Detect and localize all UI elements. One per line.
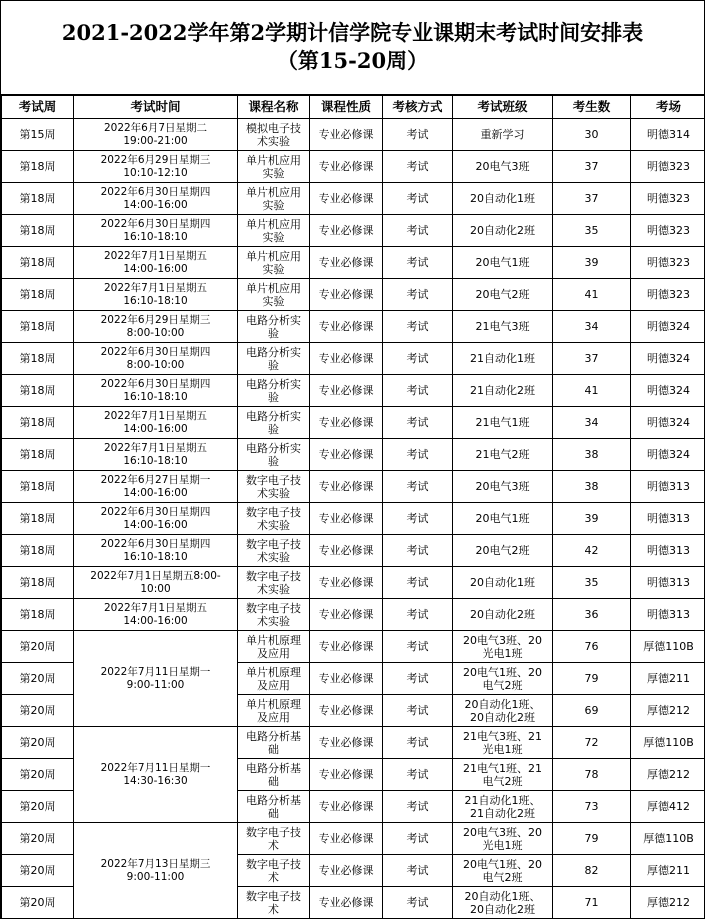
cell-method: 考试 (383, 247, 453, 279)
cell-week: 第18周 (2, 247, 74, 279)
cell-method: 考试 (383, 119, 453, 151)
cell-nature: 专业必修课 (310, 535, 383, 567)
cell-course: 电路分析基 础 (238, 727, 310, 759)
cell-method: 考试 (383, 183, 453, 215)
cell-time: 2022年7月11日星期一 14:30-16:30 (74, 727, 238, 823)
cell-room: 明德324 (631, 407, 705, 439)
cell-count: 79 (553, 663, 631, 695)
cell-count: 76 (553, 631, 631, 663)
cell-room: 明德323 (631, 215, 705, 247)
cell-room: 明德324 (631, 375, 705, 407)
cell-course: 数字电子技 术实验 (238, 471, 310, 503)
header-room: 考场 (631, 96, 705, 119)
cell-class: 20电气3班 (453, 471, 553, 503)
cell-count: 35 (553, 567, 631, 599)
cell-nature: 专业必修课 (310, 375, 383, 407)
cell-course: 单片机原理 及应用 (238, 695, 310, 727)
cell-class: 20自动化2班 (453, 599, 553, 631)
title-line-1: 2021-2022学年第2学期计信学院专业课期末考试时间安排表 (61, 20, 644, 45)
cell-count: 82 (553, 855, 631, 887)
cell-nature: 专业必修课 (310, 247, 383, 279)
cell-count: 69 (553, 695, 631, 727)
cell-week: 第18周 (2, 343, 74, 375)
cell-method: 考试 (383, 791, 453, 823)
table-row (2, 471, 705, 503)
exam-schedule-table (1, 95, 705, 919)
cell-week: 第20周 (2, 663, 74, 695)
cell-nature: 专业必修课 (310, 119, 383, 151)
cell-class: 20电气1班、20 电气2班 (453, 855, 553, 887)
cell-time: 2022年7月1日星期五8:00- 10:00 (74, 567, 238, 599)
cell-week: 第18周 (2, 311, 74, 343)
cell-count: 41 (553, 279, 631, 311)
cell-method: 考试 (383, 407, 453, 439)
header-method: 考核方式 (383, 96, 453, 119)
cell-method: 考试 (383, 663, 453, 695)
cell-course: 单片机应用 实验 (238, 151, 310, 183)
table-row (2, 343, 705, 375)
cell-room: 明德313 (631, 567, 705, 599)
table-row (2, 599, 705, 631)
cell-week: 第18周 (2, 535, 74, 567)
table-row (2, 535, 705, 567)
cell-room: 明德313 (631, 471, 705, 503)
cell-nature: 专业必修课 (310, 183, 383, 215)
cell-method: 考试 (383, 727, 453, 759)
cell-week: 第18周 (2, 183, 74, 215)
cell-course: 模拟电子技 术实验 (238, 119, 310, 151)
cell-count: 34 (553, 407, 631, 439)
cell-course: 电路分析实 验 (238, 375, 310, 407)
cell-course: 电路分析实 验 (238, 311, 310, 343)
cell-week: 第18周 (2, 471, 74, 503)
cell-time: 2022年6月29日星期三 10:10-12:10 (74, 151, 238, 183)
cell-course: 电路分析基 础 (238, 791, 310, 823)
cell-nature: 专业必修课 (310, 631, 383, 663)
header-class: 考试班级 (453, 96, 553, 119)
cell-room: 厚德212 (631, 887, 705, 919)
cell-week: 第20周 (2, 727, 74, 759)
cell-room: 明德323 (631, 279, 705, 311)
cell-course: 电路分析实 验 (238, 343, 310, 375)
cell-room: 明德314 (631, 119, 705, 151)
cell-week: 第18周 (2, 215, 74, 247)
cell-nature: 专业必修课 (310, 471, 383, 503)
cell-room: 明德313 (631, 535, 705, 567)
cell-class: 20电气2班 (453, 279, 553, 311)
cell-time: 2022年7月13日星期三 9:00-11:00 (74, 823, 238, 919)
header-row (2, 96, 705, 119)
cell-class: 20自动化1班、 20自动化2班 (453, 695, 553, 727)
cell-method: 考试 (383, 151, 453, 183)
cell-nature: 专业必修课 (310, 791, 383, 823)
cell-course: 数字电子技 术 (238, 823, 310, 855)
cell-nature: 专业必修课 (310, 759, 383, 791)
cell-count: 37 (553, 151, 631, 183)
cell-course: 单片机应用 实验 (238, 183, 310, 215)
cell-nature: 专业必修课 (310, 343, 383, 375)
cell-method: 考试 (383, 887, 453, 919)
cell-course: 数字电子技 术 (238, 887, 310, 919)
table-row (2, 631, 705, 663)
cell-course: 单片机应用 实验 (238, 279, 310, 311)
cell-count: 37 (553, 343, 631, 375)
cell-week: 第18周 (2, 567, 74, 599)
table-row (2, 503, 705, 535)
cell-method: 考试 (383, 695, 453, 727)
header-course: 课程名称 (238, 96, 310, 119)
cell-class: 20电气3班 (453, 151, 553, 183)
cell-nature: 专业必修课 (310, 855, 383, 887)
cell-course: 单片机应用 实验 (238, 247, 310, 279)
cell-time: 2022年6月27日星期一 14:00-16:00 (74, 471, 238, 503)
cell-room: 明德313 (631, 599, 705, 631)
cell-method: 考试 (383, 631, 453, 663)
cell-week: 第20周 (2, 855, 74, 887)
cell-class: 20电气3班、20 光电1班 (453, 631, 553, 663)
cell-class: 21自动化1班 (453, 343, 553, 375)
cell-nature: 专业必修课 (310, 567, 383, 599)
cell-room: 厚德212 (631, 695, 705, 727)
cell-time: 2022年6月30日星期四 16:10-18:10 (74, 535, 238, 567)
cell-count: 36 (553, 599, 631, 631)
cell-method: 考试 (383, 471, 453, 503)
cell-room: 明德324 (631, 343, 705, 375)
cell-week: 第20周 (2, 631, 74, 663)
cell-room: 厚德412 (631, 791, 705, 823)
cell-nature: 专业必修课 (310, 503, 383, 535)
cell-course: 数字电子技 术实验 (238, 567, 310, 599)
cell-class: 21电气1班、21 电气2班 (453, 759, 553, 791)
cell-course: 单片机应用 实验 (238, 215, 310, 247)
cell-time: 2022年7月1日星期五 16:10-18:10 (74, 439, 238, 471)
cell-course: 单片机原理 及应用 (238, 631, 310, 663)
cell-count: 38 (553, 439, 631, 471)
cell-room: 明德313 (631, 503, 705, 535)
cell-time: 2022年6月30日星期四 14:00-16:00 (74, 503, 238, 535)
cell-week: 第20周 (2, 695, 74, 727)
cell-class: 21自动化1班、 21自动化2班 (453, 791, 553, 823)
cell-class: 20自动化1班 (453, 567, 553, 599)
cell-course: 电路分析基 础 (238, 759, 310, 791)
cell-class: 20自动化2班 (453, 215, 553, 247)
cell-week: 第18周 (2, 407, 74, 439)
table-row (2, 215, 705, 247)
cell-class: 20自动化1班、 20自动化2班 (453, 887, 553, 919)
cell-class: 21自动化2班 (453, 375, 553, 407)
table-row (2, 727, 705, 759)
table-row (2, 151, 705, 183)
cell-time: 2022年6月30日星期四 8:00-10:00 (74, 343, 238, 375)
cell-nature: 专业必修课 (310, 311, 383, 343)
header-count: 考生数 (553, 96, 631, 119)
cell-count: 38 (553, 471, 631, 503)
cell-week: 第18周 (2, 279, 74, 311)
cell-class: 21电气3班、21 光电1班 (453, 727, 553, 759)
cell-course: 数字电子技 术实验 (238, 535, 310, 567)
cell-room: 明德323 (631, 183, 705, 215)
table-row (2, 119, 705, 151)
table-row (2, 407, 705, 439)
cell-method: 考试 (383, 279, 453, 311)
cell-room: 厚德110B (631, 823, 705, 855)
cell-room: 厚德211 (631, 855, 705, 887)
cell-method: 考试 (383, 311, 453, 343)
cell-nature: 专业必修课 (310, 695, 383, 727)
cell-method: 考试 (383, 535, 453, 567)
cell-room: 明德323 (631, 247, 705, 279)
cell-class: 20电气1班、20 电气2班 (453, 663, 553, 695)
cell-count: 39 (553, 247, 631, 279)
cell-week: 第20周 (2, 759, 74, 791)
table-row (2, 311, 705, 343)
title-line-2: （第15-20周） (276, 48, 429, 73)
cell-week: 第20周 (2, 791, 74, 823)
cell-method: 考试 (383, 215, 453, 247)
cell-count: 71 (553, 887, 631, 919)
cell-count: 35 (553, 215, 631, 247)
cell-week: 第15周 (2, 119, 74, 151)
cell-method: 考试 (383, 599, 453, 631)
cell-method: 考试 (383, 439, 453, 471)
header-time: 考试时间 (74, 96, 238, 119)
cell-nature: 专业必修课 (310, 887, 383, 919)
cell-count: 41 (553, 375, 631, 407)
cell-class: 21电气1班 (453, 407, 553, 439)
cell-time: 2022年7月1日星期五 16:10-18:10 (74, 279, 238, 311)
cell-class: 20电气1班 (453, 503, 553, 535)
cell-course: 数字电子技 术 (238, 855, 310, 887)
cell-time: 2022年6月30日星期四 16:10-18:10 (74, 375, 238, 407)
cell-time: 2022年7月1日星期五 14:00-16:00 (74, 247, 238, 279)
cell-room: 厚德110B (631, 631, 705, 663)
cell-nature: 专业必修课 (310, 279, 383, 311)
cell-week: 第18周 (2, 151, 74, 183)
cell-count: 78 (553, 759, 631, 791)
cell-count: 34 (553, 311, 631, 343)
cell-count: 79 (553, 823, 631, 855)
cell-week: 第18周 (2, 375, 74, 407)
cell-time: 2022年7月11日星期一 9:00-11:00 (74, 631, 238, 727)
cell-nature: 专业必修课 (310, 727, 383, 759)
cell-week: 第18周 (2, 503, 74, 535)
cell-time: 2022年7月1日星期五 14:00-16:00 (74, 599, 238, 631)
cell-nature: 专业必修课 (310, 663, 383, 695)
cell-class: 20电气2班 (453, 535, 553, 567)
table-row (2, 279, 705, 311)
cell-method: 考试 (383, 823, 453, 855)
table-row (2, 567, 705, 599)
table-row (2, 375, 705, 407)
cell-nature: 专业必修课 (310, 215, 383, 247)
cell-course: 数字电子技 术实验 (238, 503, 310, 535)
cell-week: 第20周 (2, 823, 74, 855)
cell-course: 数字电子技 术实验 (238, 599, 310, 631)
cell-method: 考试 (383, 503, 453, 535)
cell-time: 2022年7月1日星期五 14:00-16:00 (74, 407, 238, 439)
cell-time: 2022年6月30日星期四 16:10-18:10 (74, 215, 238, 247)
cell-count: 39 (553, 503, 631, 535)
cell-method: 考试 (383, 343, 453, 375)
cell-nature: 专业必修课 (310, 439, 383, 471)
cell-time: 2022年6月30日星期四 14:00-16:00 (74, 183, 238, 215)
cell-count: 37 (553, 183, 631, 215)
cell-nature: 专业必修课 (310, 823, 383, 855)
table-row (2, 183, 705, 215)
cell-room: 厚德212 (631, 759, 705, 791)
cell-room: 厚德110B (631, 727, 705, 759)
cell-room: 明德324 (631, 311, 705, 343)
cell-room: 厚德211 (631, 663, 705, 695)
cell-time: 2022年6月7日星期二 19:00-21:00 (74, 119, 238, 151)
cell-room: 明德324 (631, 439, 705, 471)
cell-nature: 专业必修课 (310, 151, 383, 183)
cell-course: 电路分析实 验 (238, 439, 310, 471)
cell-class: 20电气3班、20 光电1班 (453, 823, 553, 855)
cell-nature: 专业必修课 (310, 599, 383, 631)
cell-nature: 专业必修课 (310, 407, 383, 439)
table-body (2, 119, 705, 919)
header-nature: 课程性质 (310, 96, 383, 119)
cell-week: 第20周 (2, 887, 74, 919)
table-row (2, 823, 705, 855)
cell-count: 42 (553, 535, 631, 567)
cell-count: 30 (553, 119, 631, 151)
cell-course: 单片机原理 及应用 (238, 663, 310, 695)
cell-week: 第18周 (2, 599, 74, 631)
cell-class: 重新学习 (453, 119, 553, 151)
cell-class: 21电气2班 (453, 439, 553, 471)
header-week: 考试周 (2, 96, 74, 119)
cell-class: 21电气3班 (453, 311, 553, 343)
cell-course: 电路分析实 验 (238, 407, 310, 439)
cell-week: 第18周 (2, 439, 74, 471)
table-row (2, 247, 705, 279)
cell-count: 72 (553, 727, 631, 759)
cell-class: 20自动化1班 (453, 183, 553, 215)
cell-count: 73 (553, 791, 631, 823)
cell-method: 考试 (383, 759, 453, 791)
cell-class: 20电气1班 (453, 247, 553, 279)
cell-method: 考试 (383, 567, 453, 599)
cell-method: 考试 (383, 375, 453, 407)
cell-method: 考试 (383, 855, 453, 887)
table-row (2, 439, 705, 471)
cell-time: 2022年6月29日星期三 8:00-10:00 (74, 311, 238, 343)
page-title (1, 1, 704, 95)
cell-room: 明德323 (631, 151, 705, 183)
